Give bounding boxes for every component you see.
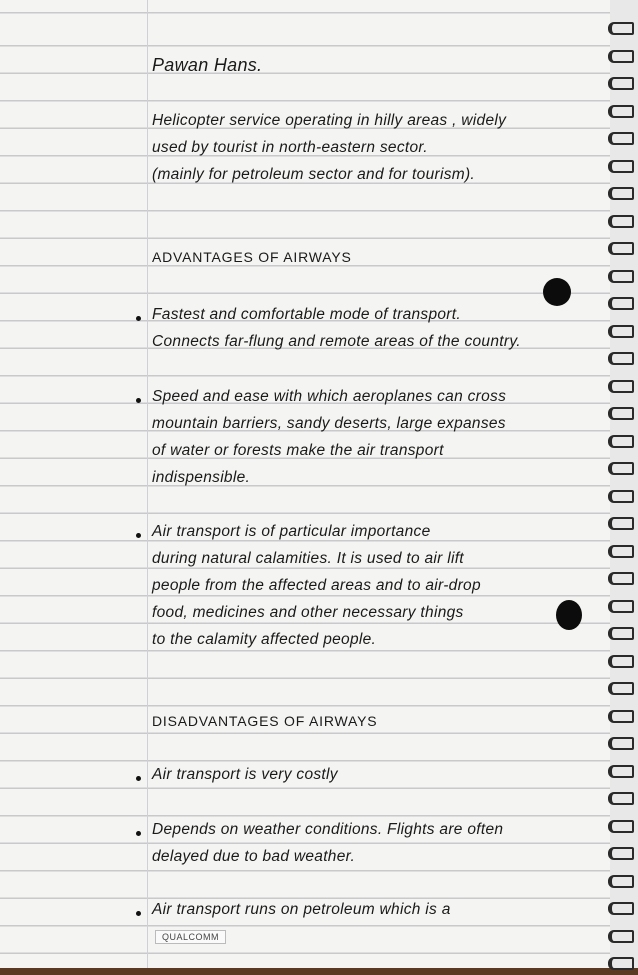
spiral-ring-icon bbox=[608, 517, 634, 530]
advantage-line: of water or forests make the air transport bbox=[152, 442, 444, 459]
spiral-ring-icon bbox=[608, 105, 634, 118]
spiral-ring-icon bbox=[608, 380, 634, 393]
bullet-icon bbox=[136, 316, 141, 321]
disadvantage-line: Air transport is very costly bbox=[152, 766, 338, 783]
spiral-ring-icon bbox=[608, 132, 634, 145]
spiral-ring-icon bbox=[608, 847, 634, 860]
spiral-ring-icon bbox=[608, 737, 634, 750]
bullet-icon bbox=[136, 911, 141, 916]
advantage-line: Fastest and comfortable mode of transport. bbox=[152, 306, 461, 323]
bullet-icon bbox=[136, 398, 141, 403]
advantage-line: Air transport is of particular importance bbox=[152, 523, 431, 540]
punch-hole-icon bbox=[556, 600, 582, 630]
spiral-ring-icon bbox=[608, 435, 634, 448]
disadvantage-line: delayed due to bad weather. bbox=[152, 848, 356, 865]
advantage-line: indispensible. bbox=[152, 469, 251, 486]
spiral-ring-icon bbox=[608, 77, 634, 90]
spiral-ring-icon bbox=[608, 930, 634, 943]
spiral-ring-icon bbox=[608, 600, 634, 613]
advantage-line: people from the affected areas and to air-drop bbox=[152, 577, 481, 594]
intro-line: used by tourist in north-eastern sector. bbox=[152, 139, 428, 156]
advantage-line: mountain barriers, sandy deserts, large expanses bbox=[152, 415, 506, 432]
spiral-ring-icon bbox=[608, 187, 634, 200]
spiral-ring-icon bbox=[608, 682, 634, 695]
spiral-ring-icon bbox=[608, 545, 634, 558]
disadvantage-line: Depends on weather conditions. Flights are often bbox=[152, 821, 504, 838]
spiral-ring-icon bbox=[608, 490, 634, 503]
spiral-ring-icon bbox=[608, 765, 634, 778]
spiral-ring-icon bbox=[608, 50, 634, 63]
advantage-line: food, medicines and other necessary things bbox=[152, 604, 464, 621]
bullet-icon bbox=[136, 776, 141, 781]
spiral-ring-icon bbox=[608, 325, 634, 338]
spiral-ring-icon bbox=[608, 655, 634, 668]
spiral-ring-icon bbox=[608, 710, 634, 723]
spiral-ring-icon bbox=[608, 352, 634, 365]
spiral-ring-icon bbox=[608, 215, 634, 228]
spiral-binding bbox=[610, 0, 638, 968]
spiral-ring-icon bbox=[608, 875, 634, 888]
spiral-ring-icon bbox=[608, 297, 634, 310]
spiral-ring-icon bbox=[608, 572, 634, 585]
spiral-ring-icon bbox=[608, 462, 634, 475]
intro-line: Helicopter service operating in hilly areas , widely bbox=[152, 112, 507, 129]
spiral-ring-icon bbox=[608, 242, 634, 255]
advantages-heading: ADVANTAGES OF AIRWAYS bbox=[152, 249, 352, 265]
spiral-ring-icon bbox=[608, 407, 634, 420]
punch-hole-icon bbox=[543, 278, 571, 306]
bullet-icon bbox=[136, 533, 141, 538]
spiral-ring-icon bbox=[608, 792, 634, 805]
disadvantages-heading: DISADVANTAGES OF AIRWAYS bbox=[152, 713, 378, 729]
advantage-line: Speed and ease with which aeroplanes can cross bbox=[152, 388, 507, 405]
advantage-line: during natural calamities. It is used to air lift bbox=[152, 550, 464, 567]
spiral-ring-icon bbox=[608, 902, 634, 915]
bullet-icon bbox=[136, 831, 141, 836]
page-title: Pawan Hans. bbox=[152, 55, 263, 75]
spiral-ring-icon bbox=[608, 627, 634, 640]
spiral-ring-icon bbox=[608, 820, 634, 833]
spiral-ring-icon bbox=[608, 22, 634, 35]
intro-line: (mainly for petroleum sector and for tourism). bbox=[152, 166, 476, 183]
spiral-ring-icon bbox=[608, 957, 634, 970]
advantage-line: Connects far-flung and remote areas of the country. bbox=[152, 333, 521, 350]
qualcomm-logo: QUALCOMM bbox=[155, 930, 226, 944]
spiral-ring-icon bbox=[608, 270, 634, 283]
margin-line bbox=[147, 0, 148, 968]
spiral-ring-icon bbox=[608, 160, 634, 173]
disadvantage-line: Air transport runs on petroleum which is a bbox=[152, 901, 451, 918]
advantage-line: to the calamity affected people. bbox=[152, 631, 377, 648]
